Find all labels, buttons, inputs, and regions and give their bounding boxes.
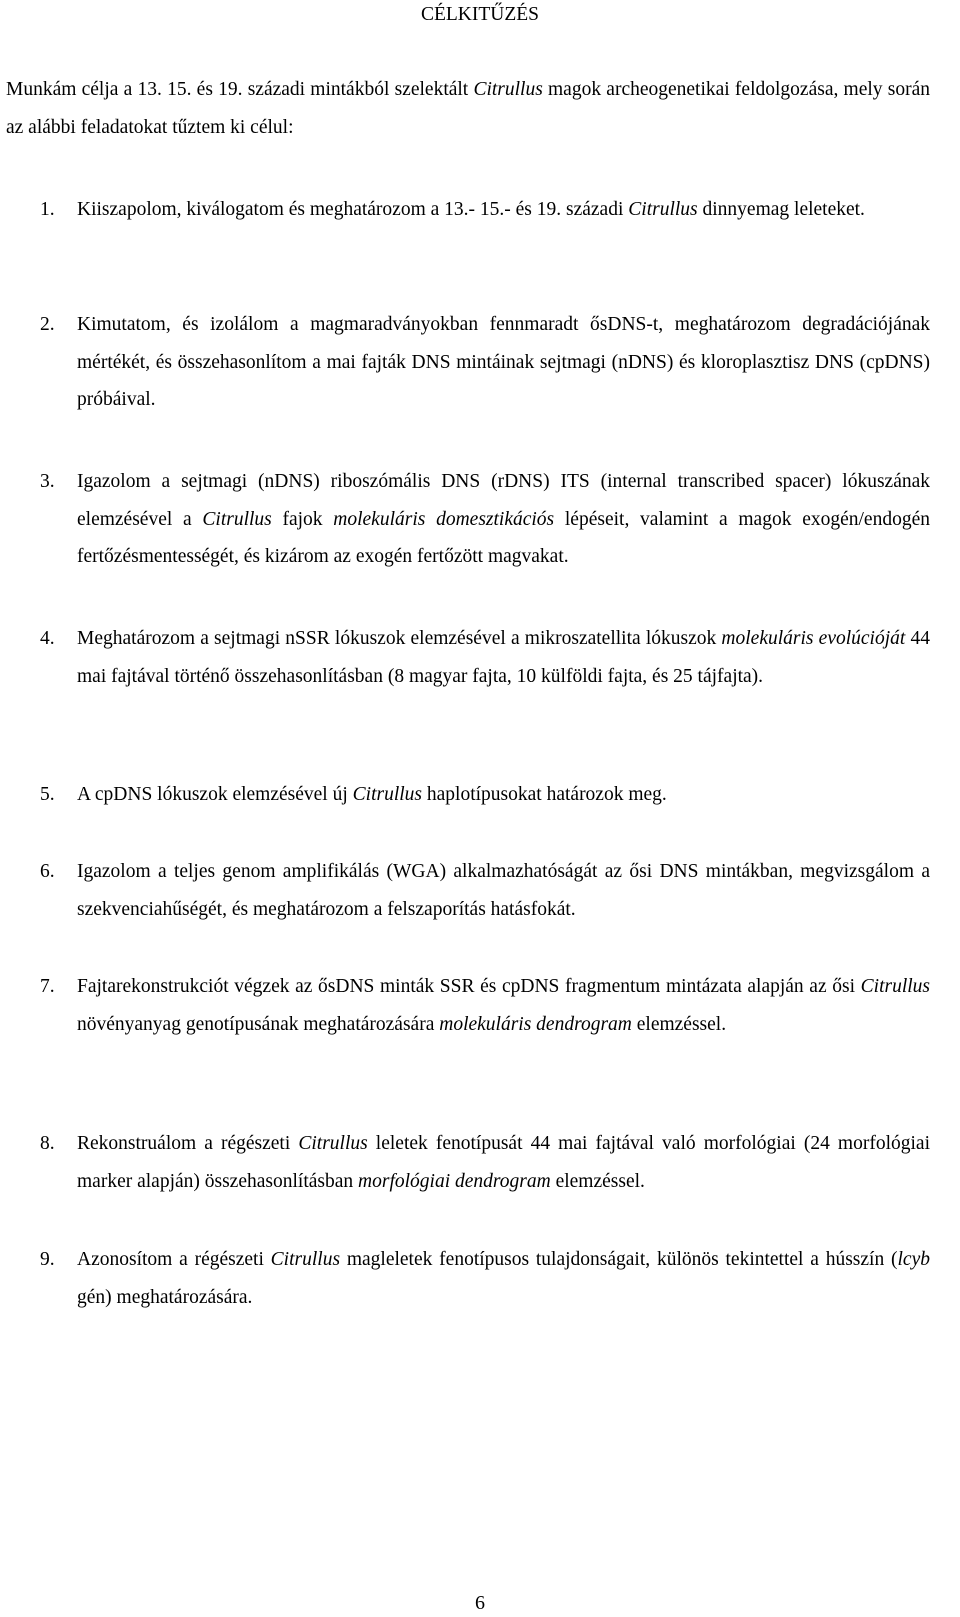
goal-number: 7. — [40, 976, 55, 997]
text-run: leletek fenotípusát 44 mai fajtával való morfológiai (24 morfológiai marker alapján) összehasonlításban — [77, 1133, 930, 1192]
goal-item — [0, 463, 960, 576]
goal-item — [0, 1125, 960, 1200]
italic-text: molekuláris domesztikációs — [333, 508, 555, 530]
italic-text: molekuláris dendrogram — [439, 1013, 632, 1035]
italic-text: Citrullus — [352, 784, 423, 805]
text-run: elemzéssel. — [631, 1013, 727, 1035]
goal-number: 4. — [40, 628, 55, 649]
goal-text — [77, 776, 930, 814]
italic-text: morfológiai dendrogram — [358, 1170, 551, 1192]
text-run: Munkám célja a 13. 15. és 19. századi mintákból szelektált — [6, 79, 474, 100]
goal-number: 5. — [40, 784, 55, 805]
text-run: Rekonstruálom a régészeti — [77, 1133, 299, 1154]
goal-item — [0, 853, 960, 928]
text-run: magleletek fenotípusos tulajdonságait, különös tekintettel a hússzín ( — [340, 1249, 898, 1270]
text-run: dinnyemag leleteket. — [697, 199, 865, 220]
goal-number: 6. — [40, 861, 55, 882]
goal-number: 3. — [40, 471, 55, 492]
goal-number: 2. — [40, 314, 55, 335]
section-heading: CÉLKITŰZÉS — [420, 4, 540, 25]
text-run: Igazolom a teljes genom amplifikálás (WGA) alkalmazhatóságát az ősi DNS mintákban, megvizsgálom a szekvenciahűségét, és meghatározom a felszaporítás hatásfokát. — [77, 861, 930, 920]
italic-text: Citrullus — [473, 79, 543, 100]
goal-item — [0, 968, 960, 1043]
goal-number: 9. — [40, 1249, 55, 1270]
goal-text — [77, 306, 930, 419]
text-run: gén) meghatározására. — [77, 1286, 253, 1308]
italic-text: Citrullus — [860, 976, 930, 997]
italic-text: Citrullus — [298, 1133, 368, 1154]
italic-text: Citrullus — [628, 199, 698, 220]
text-run: növényanyag genotípusának meghatározására — [77, 1013, 440, 1035]
goal-text — [77, 463, 930, 576]
goal-item — [0, 191, 960, 229]
text-run: A cpDNS lókuszok elemzésével új — [77, 784, 353, 805]
text-run: Kimutatom, és izolálom a magmaradványokban fennmaradt ősDNS-t, meghatározom degradációjának mértékét, és összehasonlítom a mai fajták DNS mintáinak sejtmagi (nDNS) és kloroplasztisz DNS (cpDNS) próbáival. — [77, 314, 930, 410]
text-run: haplotípusokat határozok meg. — [422, 784, 667, 805]
goal-text — [77, 1125, 930, 1200]
italic-text: lcyb — [897, 1249, 930, 1270]
text-run: elemzéssel. — [550, 1170, 645, 1192]
page-number: 6 — [475, 1592, 485, 1614]
italic-text: molekuláris evolúcióját — [721, 628, 906, 649]
goal-text — [77, 968, 930, 1043]
text-run: magok archeogenetikai feldolgozása, mely során az alábbi feladatokat tűztem ki célul: — [6, 79, 930, 138]
text-run: fajok — [271, 508, 334, 530]
italic-text: Citrullus — [202, 508, 272, 530]
goal-item — [0, 620, 960, 695]
text-run: Igazolom a sejtmagi (nDNS) riboszómális DNS (rDNS) ITS (internal transcribed spacer) lókuszának elemzésével a — [77, 471, 930, 530]
text-run: Kiiszapolom, kiválogatom és meghatározom a 13.- 15.- és 19. századi — [77, 199, 629, 220]
goal-text — [77, 620, 930, 695]
text-run: Meghatározom a sejtmagi nSSR lókuszok elemzésével a mikroszatellita lókuszok — [77, 628, 722, 649]
goal-item — [0, 306, 960, 419]
goal-text — [77, 191, 930, 229]
intro-paragraph — [6, 71, 930, 146]
text-run: lépéseit, valamint a magok exogén/endogén fertőzésmentességét, és kizárom az exogén fertőzött magvakat. — [77, 508, 930, 567]
text-run: Azonosítom a régészeti — [77, 1249, 271, 1270]
goal-item — [0, 1241, 960, 1316]
italic-text: Citrullus — [270, 1249, 341, 1270]
text-run: Fajtarekonstrukciót végzek az ősDNS minták SSR és cpDNS fragmentum mintázata alapján az ősi — [77, 976, 861, 997]
goal-text — [77, 1241, 930, 1316]
goal-text — [77, 853, 930, 928]
goal-item — [0, 776, 960, 814]
goal-number: 1. — [40, 199, 55, 220]
goal-number: 8. — [40, 1133, 55, 1154]
text-run: 44 mai fajtával történő összehasonlításban (8 magyar fajta, 10 külföldi fajta, és 25 tájfajta). — [77, 628, 930, 687]
